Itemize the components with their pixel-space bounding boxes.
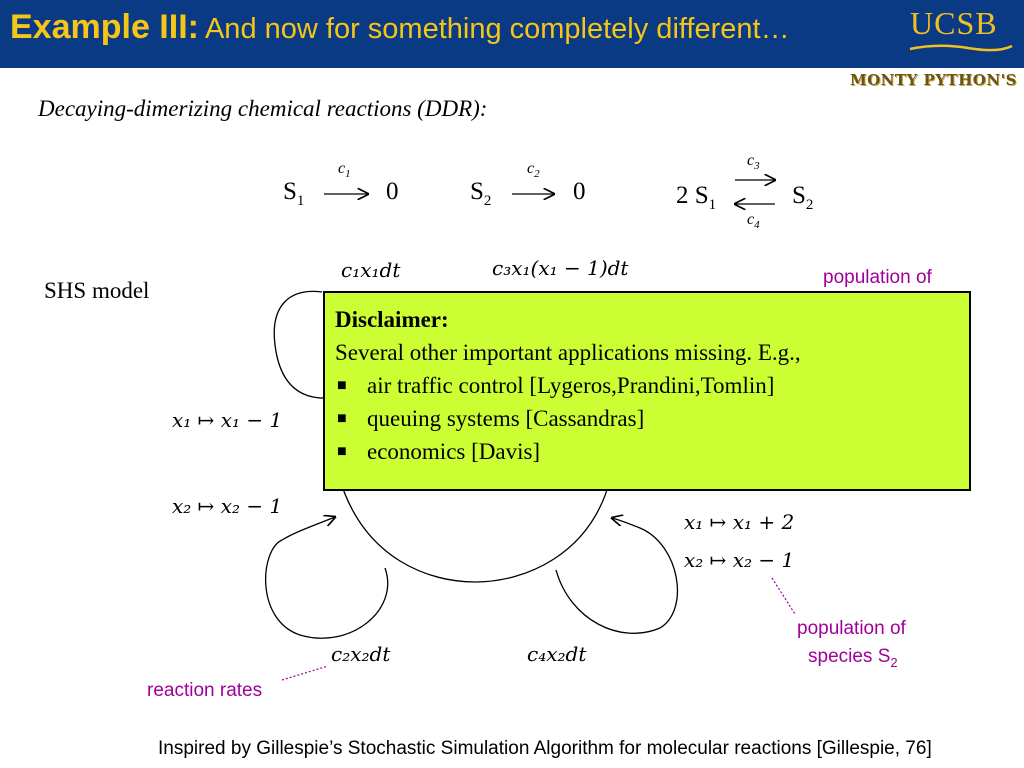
bullet-icon: ■: [337, 443, 347, 460]
list-item: ■ queuing systems [Cassandras]: [335, 402, 959, 435]
rate-label-c2: c₂x₂dt: [331, 642, 391, 666]
list-item: ■ economics [Davis]: [335, 435, 959, 468]
shs-state-circle: [340, 480, 610, 582]
disclaimer-intro: Several other important applications missing. E.g.,: [335, 340, 801, 365]
population-s2-annotation: population of: [797, 618, 906, 639]
reaction-1-rate-constant: $c_1$: [338, 160, 351, 181]
reaction-1-product: 0: [386, 178, 399, 205]
disclaimer-list: [335, 369, 959, 468]
title-subtitle: And now for something completely different…: [204, 13, 790, 45]
disclaimer-heading: Disclaimer:: [335, 307, 449, 332]
reset-x2-decrement-right: x₂ ↦ x₂ − 1: [684, 548, 795, 572]
ucsb-logo: UCSB: [910, 5, 998, 41]
shs-model-label: SHS model: [44, 278, 150, 303]
reset-x2-decrement: x₂ ↦ x₂ − 1: [172, 494, 283, 518]
monty-python-logo: MONTY PYTHON'S: [850, 71, 1017, 89]
population-s2-species: species $S_2$: [808, 646, 898, 670]
population-s2-leader: [772, 578, 795, 614]
reaction-2-rate-constant: $c_2$: [527, 160, 540, 181]
reaction-3-forward-constant: $c_3$: [747, 152, 760, 173]
self-loop-c1: [274, 291, 330, 398]
reaction-3-product: $S_2$: [792, 182, 814, 213]
ddr-heading: Decaying-dimerizing chemical reactions (DDR):: [38, 96, 488, 121]
reaction-rates-annotation: reaction rates: [147, 680, 263, 701]
title-bold: Example III:: [10, 8, 199, 46]
disclaimer-box: [323, 291, 971, 491]
footer-citation: Inspired by Gillespie’s Stochastic Simulation Algorithm for molecular reactions [Gillespie, 76]: [158, 738, 932, 759]
reaction-3-backward-constant: $c_4$: [747, 211, 760, 232]
rate-label-c3: c₃x₁(x₁ − 1)dt: [492, 256, 629, 280]
rate-label-c1: c₁x₁dt: [341, 258, 401, 282]
population-s1-annotation: population of: [823, 267, 932, 288]
list-item: ■ air traffic control [Lygeros,Prandini,Tomlin]: [335, 369, 959, 402]
reaction-3-reactant: 2 $S_1$: [676, 182, 717, 213]
reset-x1-decrement: x₁ ↦ x₁ − 1: [172, 408, 283, 432]
bullet-icon: ■: [337, 377, 347, 394]
reaction-1-reactant: $S_1$: [283, 178, 305, 209]
self-loop-c4: [556, 518, 677, 633]
rate-label-c4: c₄x₂dt: [527, 642, 587, 666]
reaction-rates-leader: [282, 666, 328, 680]
reset-x1-increment: x₁ ↦ x₁ + 2: [684, 510, 795, 534]
bullet-icon: ■: [337, 410, 347, 427]
reaction-2-product: 0: [573, 178, 586, 205]
reaction-2-reactant: $S_2$: [470, 178, 492, 209]
